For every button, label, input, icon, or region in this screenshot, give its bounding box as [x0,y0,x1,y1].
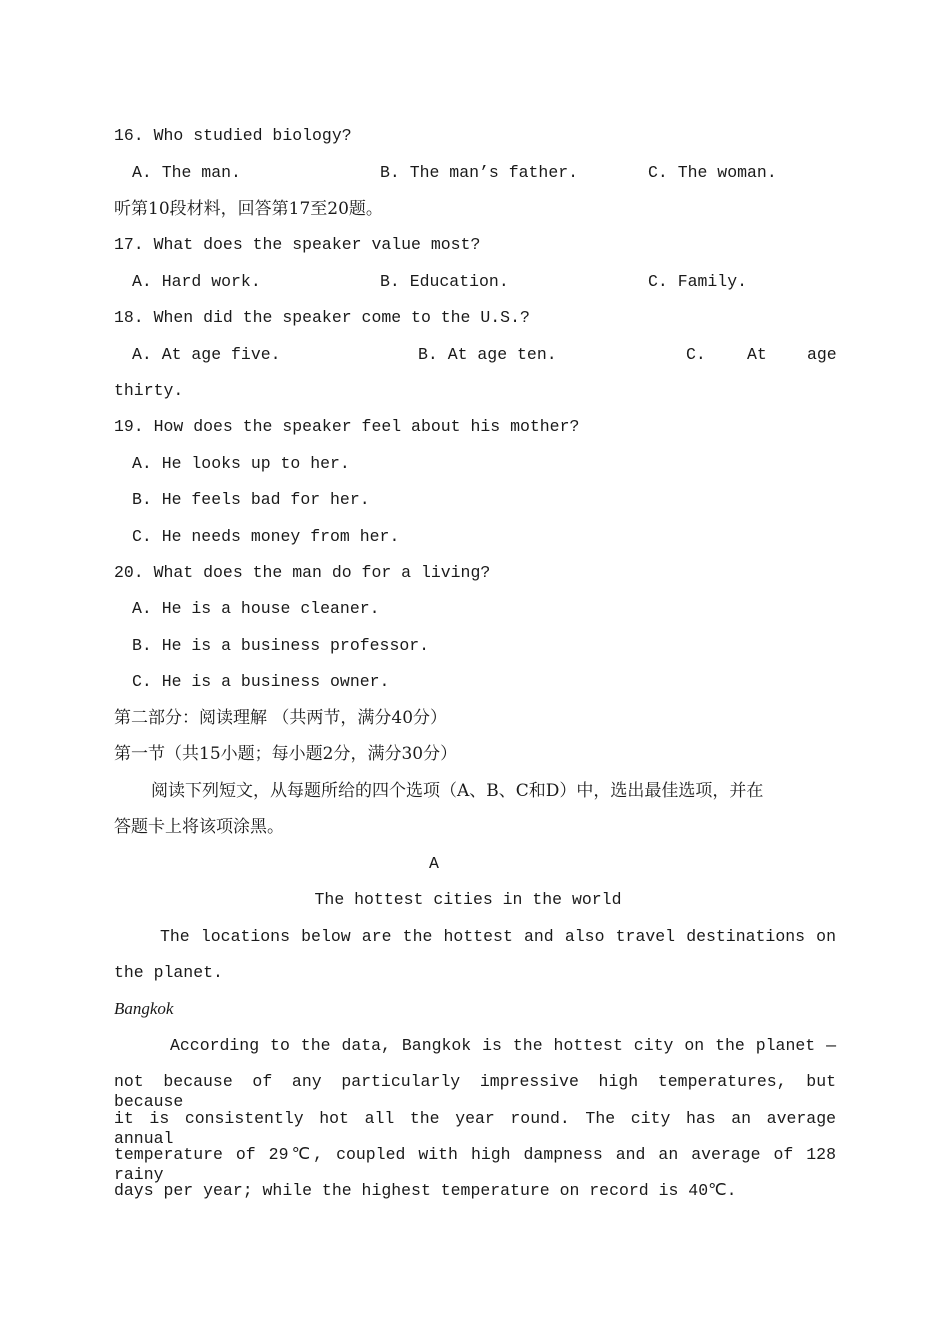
q18-option-c-continued: thirty. [114,381,184,400]
q18-option-c-label: C. [686,345,706,364]
body-line: not because of any particularly impressive high temperatures, but because [114,1072,836,1111]
body-line: According to the data, Bangkok is the hottest city on the planet — [170,1036,836,1055]
section-one-title: 第一节（共15小题；每小题2分，满分30分） [114,744,458,764]
intro-line-1: The locations below are the hottest and also travel destinations on [160,927,836,946]
q18-option-a: A. At age five. [132,345,281,364]
q19-option-a: A. He looks up to her. [132,454,350,473]
q20-option-b: B. He is a business professor. [132,636,430,655]
q16-option-c: C. The woman. [648,163,777,182]
q18-option-b: B. At age ten. [418,345,557,364]
q20-option-c: C. He is a business owner. [132,672,390,691]
q20-option-a: A. He is a house cleaner. [132,599,380,618]
reading-instructions-line2: 答题卡上将该项涂黑。 [114,817,284,837]
q17-option-c: C. Family. [648,272,748,291]
reading-instructions-line1: 阅读下列短文，从每题所给的四个选项（A、B、C和D）中，选出最佳选项，并在 [151,781,764,801]
instruction-section-10: 听第10段材料，回答第17至20题。 [114,199,383,219]
q17-option-b: B. Education. [380,272,509,291]
q18-option-c-word1: At [747,345,767,364]
body-line: it is consistently hot all the year round. The city has an average annual [114,1109,836,1148]
q20-stem: 20. What does the man do for a living? [114,563,491,582]
part-two-title: 第二部分：阅读理解 （共两节，满分40分） [114,708,448,728]
city-heading-bangkok: Bangkok [114,999,174,1018]
q16-stem: 16. Who studied biology? [114,126,352,145]
passage-label: A [429,854,439,873]
q19-stem: 19. How does the speaker feel about his mother? [114,417,580,436]
intro-line-2: the planet. [114,963,223,982]
body-line: days per year; while the highest temperature on record is 40℃. [114,1181,737,1200]
q17-stem: 17. What does the speaker value most? [114,235,481,254]
body-line: temperature of 29℃, coupled with high dampness and an average of 128 rainy [114,1145,836,1184]
q16-option-a: A. The man. [132,163,241,182]
passage-title: The hottest cities in the world [314,890,622,909]
q17-option-a: A. Hard work. [132,272,261,291]
q19-option-b: B. He feels bad for her. [132,490,370,509]
q18-option-c-word2: age [807,345,837,364]
q19-option-c: C. He needs money from her. [132,527,400,546]
q16-option-b: B. The man’s father. [380,163,579,182]
q18-stem: 18. When did the speaker come to the U.S.? [114,308,530,327]
